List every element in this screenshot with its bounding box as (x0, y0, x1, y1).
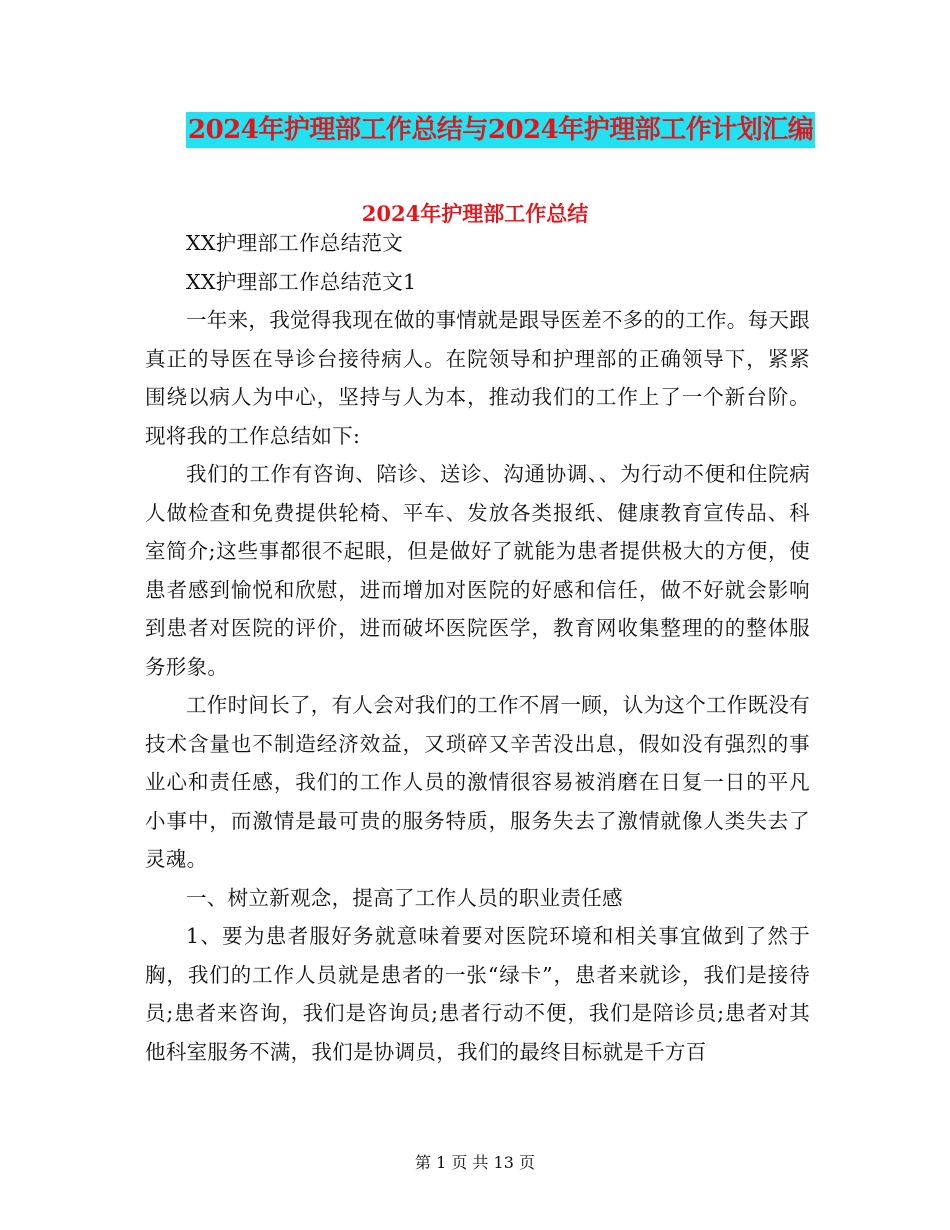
paragraph: 一、树立新观念，提高了工作人员的职业责任感 (186, 885, 623, 910)
document-main-title: 2024年护理部工作总结与2024年护理部工作计划汇编 (186, 112, 815, 148)
page-footer: 第 1 页 共 13 页 (415, 1153, 535, 1172)
paragraph: XX护理部工作总结范文 (186, 231, 403, 255)
document-body (145, 224, 810, 1071)
paragraph: 1、要为患者服好务就意味着要对医院环境和相关事宜做到了然于胸，我们的工作人员就是患者的一张“绿卡”，患者来就诊，我们是接待员;患者来咨询，我们是咨询员;患者行动不便，我们是陪诊员;患者对其他科室服务不满，我们是协调员，我们的最终目标就是千方百 (145, 924, 810, 1064)
section-title: 2024年护理部工作总结 (361, 201, 589, 226)
paragraph: 一年来，我觉得我现在做的事情就是跟导医差不多的的工作。每天跟真正的导医在导诊台接待病人。在院领导和护理部的正确领导下，紧紧围绕以病人为中心，坚持与人为本，推动我们的工作上了一个新台阶。现将我的工作总结如下: (145, 308, 810, 448)
paragraph: 我们的工作有咨询、陪诊、送诊、沟通协调、、为行动不便和住院病人做检查和免费提供轮椅、平车、发放各类报纸、健康教育宣传品、科室简介;这些事都很不起眼，但是做好了就能为患者提供极大的方便，使患者感到愉悦和欣慰，进而增加对医院的好感和信任，做不好就会影响到患者对医院的评价，进而破坏医院医学，教育网收集整理的的整体服务形象。 (145, 462, 810, 679)
paragraph: XX护理部工作总结范文1 (186, 269, 417, 294)
paragraph: 工作时间长了，有人会对我们的工作不屑一顾，认为这个工作既没有技术含量也不制造经济效益，又琐碎又辛苦没出息，假如没有强烈的事业心和责任感，我们的工作人员的激情很容易被消磨在日复一日的平凡小事中，而激情是最可贵的服务特质，服务失去了激情就像人类失去了灵魂。 (145, 693, 810, 871)
